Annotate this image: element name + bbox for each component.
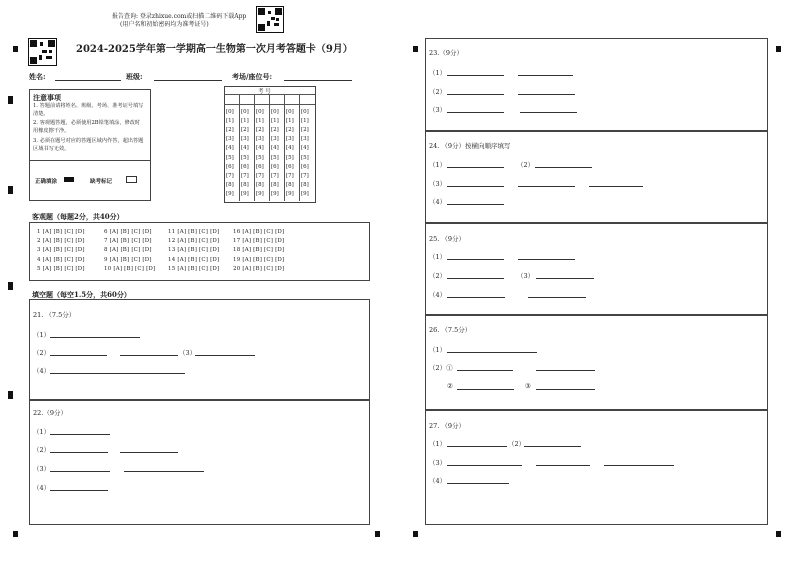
question-24-label: 24. （9分）按横向顺序填写 [429,142,511,150]
choice-item[interactable]: 12 [A] [B] [C] [D] [168,238,220,245]
part-label: （2） [517,161,535,169]
exam-digit-bubble[interactable]: [6] [256,163,264,170]
answer-blank[interactable] [50,355,107,356]
timing-mark [8,282,13,290]
choice-item[interactable]: 13 [A] [B] [C] [D] [168,247,220,254]
choice-item[interactable]: 11 [A] [B] [C] [D] [168,229,220,235]
report-query-line: 报告查询: 登录zhixue.com或扫描二维码下载App [112,13,247,20]
correct-fill-label: 正确填涂 [35,179,58,185]
name-label: 姓名: [29,72,46,81]
part-label: （1） [429,253,447,261]
exam-number-col-divider [254,94,255,201]
exam-digit-bubble[interactable]: [0] [271,109,279,115]
exam-digit-bubble[interactable]: [9] [241,190,249,197]
corner-mark-bl [13,531,18,537]
answer-blank[interactable] [120,452,178,453]
answer-blank[interactable] [520,112,577,113]
choice-item[interactable]: 20 [A] [B] [C] [D] [233,265,285,272]
answer-box-q21 [29,299,370,401]
part-label: （3） [33,465,51,473]
exam-digit-bubble[interactable]: [8] [286,181,294,188]
choice-item[interactable]: 6 [A] [B] [C] [D] [104,229,152,235]
answer-blank[interactable] [447,167,504,168]
answer-blank[interactable] [447,186,504,187]
choice-item[interactable]: 16 [A] [B] [C] [D] [233,229,285,235]
part-label: （4） [33,367,51,375]
answer-blank[interactable] [447,75,504,76]
question-22-label: 22.（9分） [33,409,67,417]
report-query-note: (用户名和初始密码均为准考证号) [120,21,209,28]
answer-blank[interactable] [457,370,513,371]
exam-digit-bubble[interactable]: [9] [226,190,234,197]
choice-item[interactable]: 7 [A] [B] [C] [D] [104,238,152,245]
exam-digit-bubble[interactable]: [5] [256,154,264,161]
part-label: （2） [33,349,51,357]
exam-digit-bubble[interactable]: [5] [226,154,234,161]
part-label: （1） [429,161,447,169]
exam-number-col-divider [299,94,300,201]
part-label: ② [447,382,453,390]
exam-digit-bubble[interactable]: [7] [256,172,264,179]
answer-blank[interactable] [457,389,514,390]
part-label: （2） [33,446,51,454]
part-label: （2）① [429,364,453,372]
exam-digit-bubble[interactable]: [9] [256,190,264,197]
exam-digit-bubble[interactable]: [3] [256,136,264,143]
exam-digit-bubble[interactable]: [7] [226,172,234,179]
choice-item[interactable]: 9 [A] [B] [C] [D] [104,256,152,263]
answer-blank[interactable] [447,352,537,353]
answer-blank[interactable] [535,167,592,168]
exam-digit-bubble[interactable]: [0] [226,109,234,115]
exam-digit-bubble[interactable]: [8] [226,181,234,188]
part-label: （2） [429,272,447,280]
qr-code-icon [256,6,284,33]
answer-blank[interactable] [536,465,590,466]
corner-mark-bm [375,531,380,537]
part-label: （1） [429,346,447,354]
answer-box-q22 [29,399,370,525]
exam-digit-bubble[interactable]: [9] [301,190,309,197]
exam-digit-bubble[interactable]: [5] [241,154,249,161]
answer-box-q26 [425,314,768,411]
page-title: 2024-2025学年第一学期高一生物第一次月考答题卡（9月） [76,44,353,55]
absent-mark-checkbox[interactable] [126,176,137,183]
corner-mark-tm [413,46,418,52]
corner-mark-br [776,531,781,537]
exam-digit-bubble[interactable]: [8] [301,181,309,188]
class-label: 班级: [126,72,143,81]
answer-blank[interactable] [447,94,504,95]
exam-digit-bubble[interactable]: [4] [256,145,264,152]
part-label: （3） [179,349,197,357]
choice-item[interactable]: 4 [A] [B] [C] [D] [37,256,85,263]
part-label: （4） [33,484,51,492]
exam-digit-bubble[interactable]: [4] [301,145,309,152]
exam-digit-bubble[interactable]: [9] [271,190,279,197]
answer-blank[interactable] [124,471,204,472]
answer-blank[interactable] [447,204,504,205]
exam-number-col-divider [239,94,240,201]
exam-digit-bubble[interactable]: [8] [241,181,249,188]
exam-digit-bubble[interactable]: [2] [271,127,279,134]
objective-title: 客观题（每题2分，共40分） [32,212,124,221]
exam-digit-bubble[interactable]: [2] [301,127,309,134]
exam-digit-bubble[interactable]: [2] [286,127,294,134]
question-21-label: 21. （7.5分） [33,311,76,319]
answer-blank[interactable] [518,259,575,260]
question-25-label: 25. （9分） [429,235,466,243]
exam-digit-bubble[interactable]: [2] [241,127,249,134]
part-label: （2） [429,88,447,96]
corner-mark-tl [13,46,18,52]
answer-blank[interactable] [50,373,185,374]
exam-digit-bubble[interactable]: [5] [271,154,279,161]
answer-blank[interactable] [50,434,110,435]
answer-blank[interactable] [589,186,643,187]
corner-mark-tr [776,46,781,52]
part-label: ③ [525,382,531,390]
answer-blank[interactable] [50,471,110,472]
exam-digit-bubble[interactable]: [1] [271,118,279,125]
answer-blank[interactable] [536,389,595,390]
exam-digit-bubble[interactable]: [3] [241,136,249,143]
part-label: （4） [429,477,447,485]
exam-digit-bubble[interactable]: [1] [226,118,234,125]
question-26-label: 26. （7.5分） [429,326,472,334]
exam-digit-bubble[interactable]: [3] [271,136,279,143]
note-item: 3. 必须在题号对应的答题区域内作答，超出答题区域书写无效。 [33,138,144,152]
exam-number-header: 考 号 [258,89,271,95]
choice-item[interactable]: 15 [A] [B] [C] [D] [168,265,220,272]
timing-mark [8,96,13,104]
exam-digit-bubble[interactable]: [7] [241,172,249,179]
answer-blank[interactable] [50,452,108,453]
exam-digit-bubble[interactable]: [4] [271,145,279,152]
part-label: （4） [429,198,447,206]
part-label: （3） [517,272,535,280]
answer-blank[interactable] [120,355,178,356]
answer-blank[interactable] [447,112,504,113]
exam-digit-bubble[interactable]: [8] [271,181,279,188]
part-label: （2） [508,440,526,448]
choice-item[interactable]: 10 [A] [B] [C] [D] [104,265,156,272]
notes-title: 注意事项 [33,93,61,102]
answer-blank[interactable] [447,465,522,466]
fill-title: 填空题（每空1.5分，共60分） [32,290,131,299]
exam-number-col-divider [269,94,270,201]
answer-blank[interactable] [518,186,575,187]
exam-digit-bubble[interactable]: [4] [286,145,294,152]
exam-digit-bubble[interactable]: [3] [286,136,294,143]
answer-box-q25 [425,222,768,316]
part-label: （1） [33,428,51,436]
exam-digit-bubble[interactable]: [0] [256,109,264,115]
exam-digit-bubble[interactable]: [8] [256,181,264,188]
answer-box-q23 [425,38,768,132]
exam-digit-bubble[interactable]: [6] [241,163,249,170]
answer-blank[interactable] [50,490,108,491]
timing-mark [8,186,13,194]
exam-digit-bubble[interactable]: [1] [241,118,249,125]
answer-blank[interactable] [536,278,594,279]
answer-blank[interactable] [447,259,504,260]
part-label: （3） [429,180,447,188]
choice-item[interactable]: 5 [A] [B] [C] [D] [37,265,85,272]
answer-blank[interactable] [447,297,505,298]
exam-digit-bubble[interactable]: [6] [301,163,309,170]
correct-fill-sample [64,177,74,182]
seat-label: 考场/座位号: [232,72,273,81]
exam-digit-bubble[interactable]: [5] [301,154,309,161]
name-field[interactable] [55,80,121,81]
exam-digit-bubble[interactable]: [1] [301,118,309,125]
class-field[interactable] [154,80,222,81]
notes-divider [29,160,150,161]
answer-blank[interactable] [447,446,507,447]
exam-number-col-divider [284,94,285,201]
exam-digit-bubble[interactable]: [4] [241,145,249,152]
choice-item[interactable]: 3 [A] [B] [C] [D] [37,247,85,254]
answer-blank[interactable] [447,483,509,484]
part-label: （3） [429,106,447,114]
exam-digit-bubble[interactable]: [0] [286,109,294,115]
answer-blank[interactable] [524,446,581,447]
exam-digit-bubble[interactable]: [7] [301,172,309,179]
exam-digit-bubble[interactable]: [1] [256,118,264,125]
exam-digit-bubble[interactable]: [7] [286,172,294,179]
seat-field[interactable] [284,80,352,81]
exam-digit-bubble[interactable]: [2] [226,127,234,134]
choice-item[interactable]: 1 [A] [B] [C] [D] [37,229,85,235]
exam-digit-bubble[interactable]: [3] [301,136,309,143]
answer-blank[interactable] [50,337,140,338]
exam-digit-bubble[interactable]: [0] [301,109,309,115]
part-label: （4） [429,291,447,299]
part-label: （1） [429,69,447,77]
choice-item[interactable]: 18 [A] [B] [C] [D] [233,247,285,254]
choice-item[interactable]: 2 [A] [B] [C] [D] [37,238,85,245]
answer-box-q27 [425,409,768,525]
exam-digit-bubble[interactable]: [7] [271,172,279,179]
exam-digit-bubble[interactable]: [9] [286,190,294,197]
choice-item[interactable]: 17 [A] [B] [C] [D] [233,238,285,245]
exam-digit-bubble[interactable]: [6] [271,163,279,170]
note-item: 1. 答题前请将姓名、班级、考场、准考证号填写清楚。 [33,103,144,117]
answer-blank[interactable] [528,297,586,298]
exam-digit-bubble[interactable]: [2] [256,127,264,134]
answer-blank[interactable] [447,278,504,279]
exam-digit-bubble[interactable]: [1] [286,118,294,125]
timing-mark [8,391,13,399]
part-label: （1） [33,331,51,339]
choice-item[interactable]: 8 [A] [B] [C] [D] [104,247,152,254]
exam-digit-bubble[interactable]: [3] [226,136,234,143]
exam-digit-bubble[interactable]: [4] [226,145,234,152]
choice-item[interactable]: 19 [A] [B] [C] [D] [233,256,285,263]
exam-digit-bubble[interactable]: [6] [226,163,234,170]
part-label: （1） [429,440,447,448]
part-label: （3） [429,459,447,467]
qr-code-icon [28,38,57,66]
exam-digit-bubble[interactable]: [6] [286,163,294,170]
choice-item[interactable]: 14 [A] [B] [C] [D] [168,256,220,263]
answer-blank[interactable] [604,465,674,466]
answer-blank[interactable] [536,370,595,371]
absent-mark-label: 缺考标记 [90,179,113,185]
answer-blank[interactable] [518,75,573,76]
note-item: 2. 客观题答题，必须使用2B铅笔填涂，修改时用橡皮擦干净。 [33,120,141,134]
answer-blank[interactable] [518,94,575,95]
corner-mark-bm2 [413,531,418,537]
question-23-label: 23.（9分） [429,49,463,57]
question-27-label: 27. （9分） [429,422,466,430]
exam-digit-bubble[interactable]: [5] [286,154,294,161]
exam-digit-bubble[interactable]: [0] [241,109,249,115]
answer-blank[interactable] [195,355,255,356]
